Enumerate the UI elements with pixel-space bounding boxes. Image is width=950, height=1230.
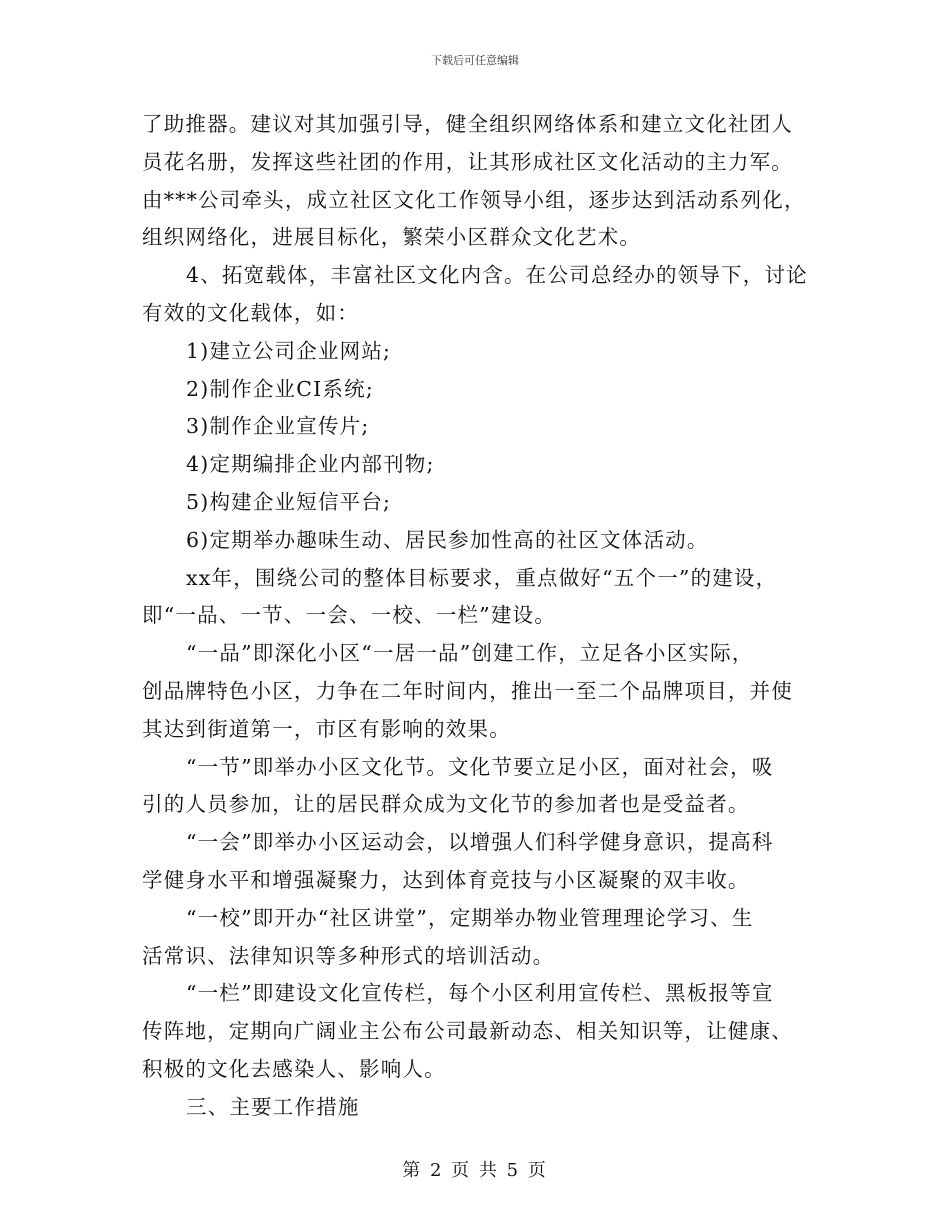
section-heading: 三、主要工作措施 bbox=[186, 1094, 360, 1119]
text-line: 积极的文化去感染人、影响人。 bbox=[142, 1056, 446, 1081]
text-line: “一校”即开办“社区讲堂”，定期举办物业管理理论学习、生 bbox=[186, 905, 754, 930]
text-line: 了助推器。建议对其加强引导，健全组织网络体系和建立文化社团人 bbox=[142, 112, 793, 136]
text-line: 有效的文化载体，如： bbox=[142, 300, 359, 325]
text-line: 学健身水平和增强凝聚力，达到体育竞技与小区凝聚的双丰收。 bbox=[142, 867, 750, 892]
text-line: xx年，围绕公司的整体目标要求，重点做好“五个一”的建设， bbox=[186, 565, 778, 590]
text-line: 传阵地，定期向广阔业主公布公司最新动态、相关知识等，让健康、 bbox=[142, 1019, 793, 1044]
text-line: 引的人员参加，让的居民群众成为文化节的参加者也是受益者。 bbox=[142, 792, 750, 817]
page-header-note: 下载后可任意编辑 bbox=[431, 54, 519, 67]
list-item: 2)制作企业CI系统; bbox=[186, 376, 374, 401]
text-line: 员花名册，发挥这些社团的作用，让其形成社区文化活动的主力军。 bbox=[142, 149, 793, 174]
page-number: 第 2 页 共 5 页 bbox=[402, 1160, 548, 1181]
text-line: “一会”即举办小区运动会，以增强人们科学健身意识，提高科 bbox=[186, 830, 774, 855]
document-body bbox=[142, 106, 810, 1127]
list-item: 6)定期举办趣味生动、居民参加性高的社区文体活动。 bbox=[186, 527, 709, 552]
text-line: 其达到街道第一，市区有影响的效果。 bbox=[142, 716, 511, 741]
text-line: 活常识、法律知识等多种形式的培训活动。 bbox=[142, 943, 555, 968]
list-item: 4)定期编排企业内部刊物; bbox=[186, 452, 435, 477]
text-line: 由***公司牵头，成立社区文化工作领导小组，逐步达到活动系列化， bbox=[142, 187, 806, 212]
text-line: 组织网络化，进展目标化，繁荣小区群众文化艺术。 bbox=[142, 225, 642, 250]
text-line: 4、拓宽载体，丰富社区文化内含。在公司总经办的领导下，讨论 bbox=[186, 263, 808, 288]
text-line: 即“一品、一节、一会、一校、一栏”建设。 bbox=[142, 603, 556, 628]
list-item: 5)构建企业短信平台; bbox=[186, 489, 392, 514]
list-item: 1)建立公司企业网站; bbox=[186, 338, 392, 363]
list-item: 3)制作企业宣传片; bbox=[186, 414, 370, 439]
text-line: 创品牌特色小区，力争在二年时间内，推出一至二个品牌项目，并使 bbox=[142, 678, 793, 703]
text-line: “一节”即举办小区文化节。文化节要立足小区，面对社会，吸 bbox=[186, 754, 774, 779]
text-line: “一品”即深化小区“一居一品”创建工作，立足各小区实际， bbox=[186, 641, 754, 666]
text-line: “一栏”即建设文化宣传栏，每个小区利用宣传栏、黑板报等宣 bbox=[186, 981, 774, 1006]
